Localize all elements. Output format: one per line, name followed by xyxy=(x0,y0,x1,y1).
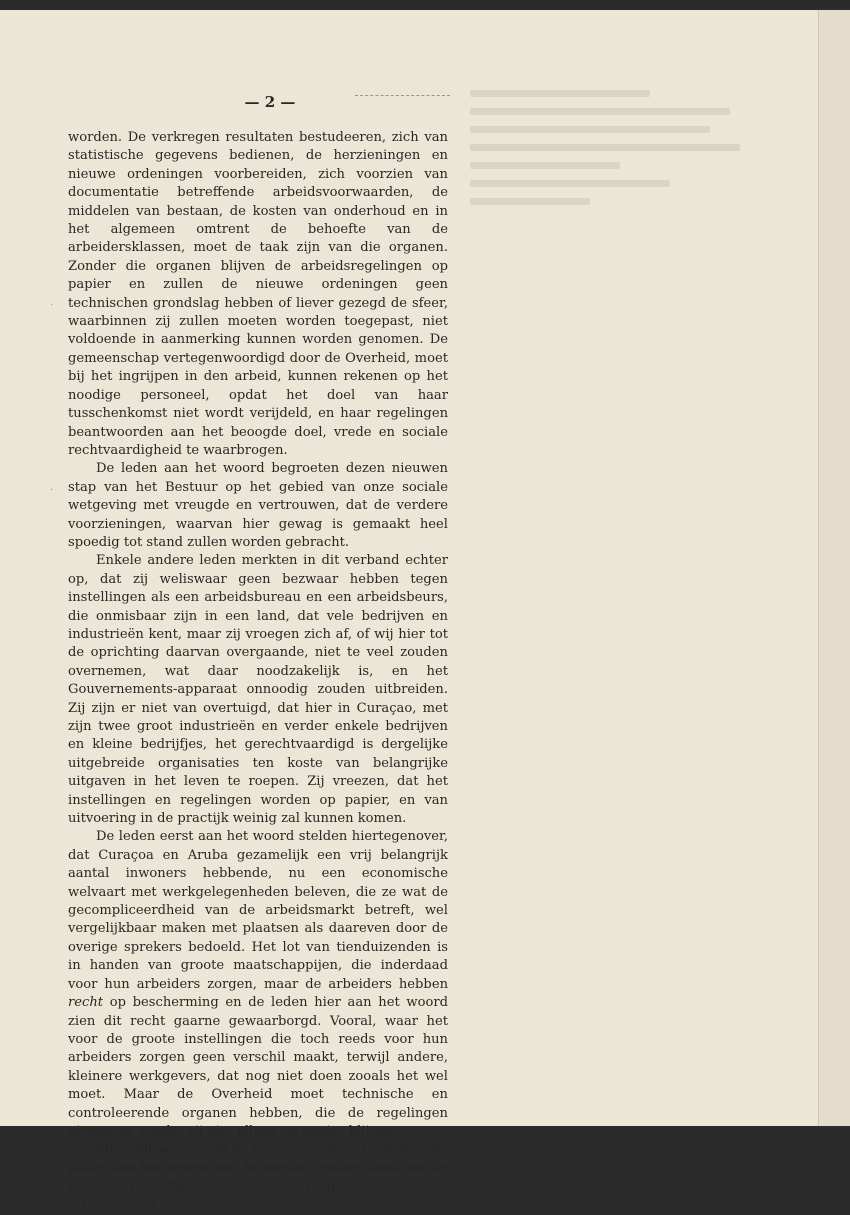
paragraph xyxy=(68,828,448,1141)
paragraph-text: op bescherming en de leden hier aan het woord zien dit recht gaarne gewaarborgd. Vooral, waar het voor de groote instellingen die toch reeds voor hun arbeiders zorgen geen verschil maakt, terwijl andere, kleinere werkgevers, dat nog niet doen zooals het wel moet. Maar de Overheid moet technische en controleerende organen hebben, die de regelingen uitvoeren, zoodat zij niet alleen op papier blijven. xyxy=(68,995,448,1139)
paragraph: De leden aan het woord begroeten dezen nieuwen stap van het Bestuur op het gebied van onze sociale wetgeving met vreugde en vertrouwen, dat de verdere voorzieningen, waarvan hier gewag is gemaakt heel spoedig tot stand zullen worden gebracht. xyxy=(68,461,448,550)
paragraph: Enkele andere leden merkten in dit verband echter op, dat zij weliswaar geen bezwaar hebben tegen instellingen als een arbeidsbureau en een arbeidsbeurs, die onmisbaar zijn in een land, dat vele bedrijven en industrieën kent, maar zij vroegen zich af, of wij hier tot de oprichting daarvan overgaande, niet te veel zouden overnemen, wat daar noodzakelijk is, en het Gouvernements-apparaat onnoodig zouden uitbreiden. Zij zijn er niet van overtuigd, dat hier in Curaçao, met zijn twee groot industrieën en verder enkele bedrijven en kleine bedrijfjes, het gerechtvaardigd is dergelijke uitgebreide organisaties ten koste van belangrijke uitgaven in het leven te roepen. Zij vreezen, dat het instellingen en regelingen worden op papier, en van uitvoering in de practijk weinig zal kunnen komen. xyxy=(68,553,448,827)
paragraph: Maar dit waren ook de enkele sprekers in de tweede plaats aan het woord met de eerste sprekers eens, dat er zijdens de Staten steeds gevraagd is om een arbeidsbeurs xyxy=(68,1142,448,1213)
margin-mark: · xyxy=(50,300,54,311)
faint-stamp-line xyxy=(355,95,450,98)
show-through-text xyxy=(470,90,770,290)
emphasized-word: recht xyxy=(68,995,104,1011)
body-text xyxy=(68,129,448,1215)
paragraph: worden. De verkregen resultaten bestudeeren, zich van statistische gegevens bedienen, de herzieningen en nieuwe ordeningen voorbereiden, zich voorzien van documentatie betreffende arbeidsvoorwaarden, de middelen van bestaan, de kosten van onderhoud en in het algemeen omtrent de behoefte van de arbeidersklassen, moet de taak zijn van die organen. Zonder die organen blijven de arbeidsregelingen op papier en zullen de nieuwe ordeningen geen technischen grondslag hebben of liever gezegd de sfeer, waarbinnen zij zullen moeten worden toegepast, niet voldoende in aanmerking kunnen worden genomen. De gemeenschap vertegenwoordigd door de Overheid, moet bij het ingrijpen in den arbeid, kunnen rekenen op het noodige personeel, opdat het doel van haar tusschenkomst niet wordt verijdeld, en haar regelingen beantwoorden aan het beoogde doel, vrede en sociale rechtvaardigheid te waarbrogen. xyxy=(68,130,448,458)
margin-mark: · xyxy=(50,485,54,496)
page-number: — 2 — xyxy=(244,93,296,111)
paragraph-text: De leden eerst aan het woord stelden hiertegenover, dat Curaçoa en Aruba gezamelijk een vrij belangrijk aantal inwoners hebbende, nu een economische welvaart met werkgelegenheden beleven, die ze wat de gecompliceerdheid van de arbeidsmarkt betreft, wel vergelijkbaar maken met plaatsen als daareven door de overige sprekers bedoeld. Het lot van tienduizenden is in handen van groote maatschappijen, die inderdaad voor hun arbeiders zorgen, maar de arbeiders hebben xyxy=(68,829,448,992)
next-page-edge xyxy=(818,10,850,1126)
